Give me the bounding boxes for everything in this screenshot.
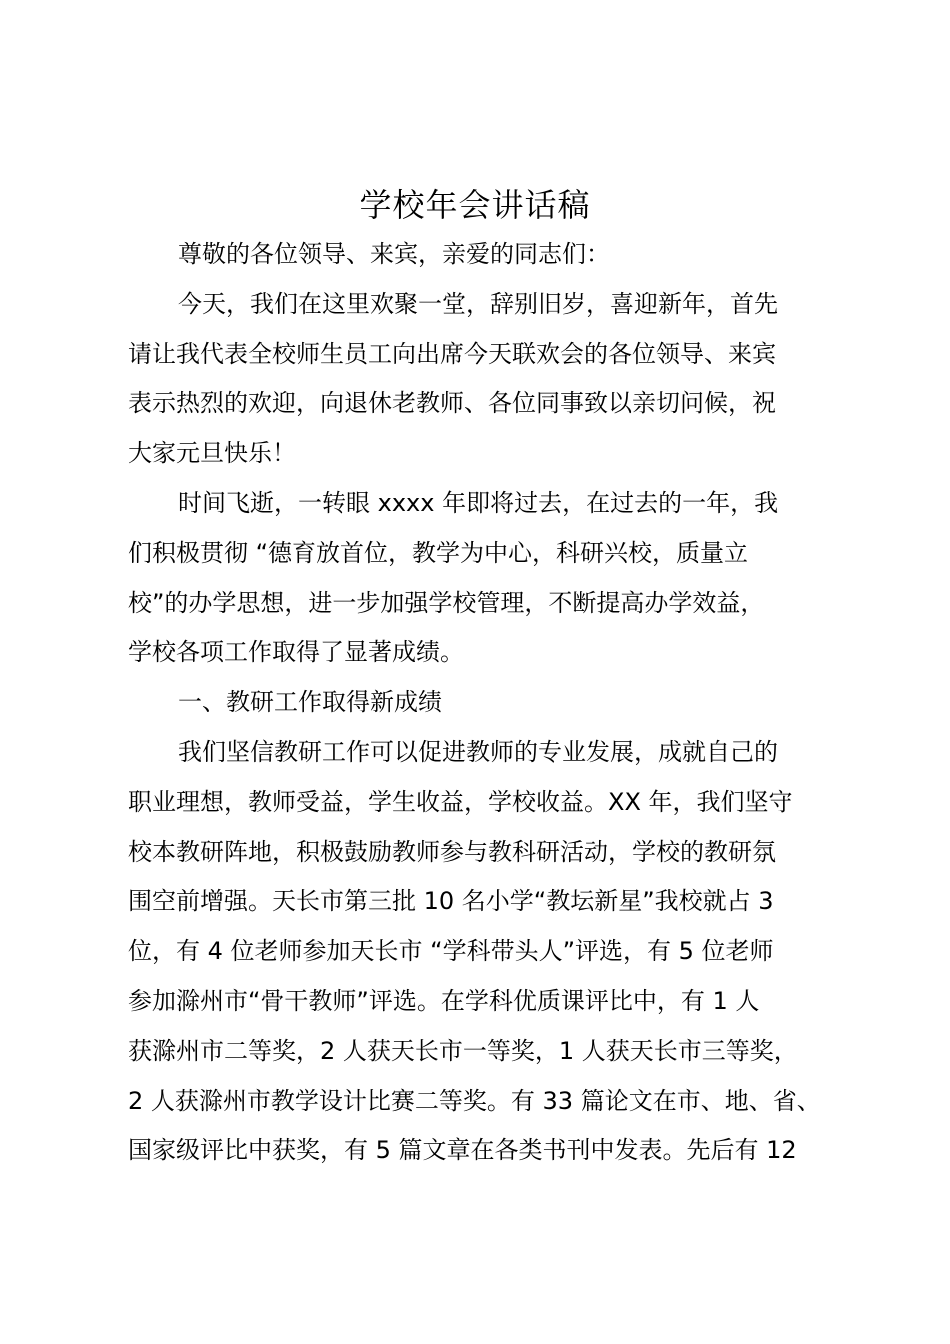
paragraph-line: 表示热烈的欢迎，向退休老教师、各位同事致以亲切问候，祝 <box>128 389 776 418</box>
paragraph-line: 围空前增强。天长市第三批 10 名小学“教坛新星”我校就占 3 <box>128 887 774 916</box>
paragraph-line: 职业理想，教师受益，学生收益，学校收益。XX 年，我们坚守 <box>128 787 793 816</box>
paragraph-line: 时间飞逝，一转眼 xxxx 年即将过去，在过去的一年，我 <box>178 488 779 517</box>
paragraph-line: 今天，我们在这里欢聚一堂，辞别旧岁，喜迎新年，首先 <box>178 289 778 318</box>
paragraph-line: 校”的办学思想，进一步加强学校管理，不断提高办学效益， <box>128 588 765 617</box>
paragraph-line: 参加滁州市“骨干教师”评选。在学科优质课评比中，有 1 人 <box>128 986 760 1015</box>
paragraph-line: 国家级评比中获奖，有 5 篇文章在各类书刊中发表。先后有 12 <box>128 1136 797 1165</box>
paragraph-line: 校本教研阵地，积极鼓励教师参与教科研活动，学校的教研氛 <box>128 837 776 866</box>
paragraph-line: 们积极贯彻 “德育放首位，教学为中心，科研兴校，质量立 <box>128 538 749 567</box>
paragraph-line: 大家元旦快乐！ <box>128 439 296 468</box>
document-title: 学校年会讲话稿 <box>359 186 591 224</box>
paragraph-line: 2 人获滁州市教学设计比赛二等奖。有 33 篇论文在市、地、省、 <box>128 1086 821 1115</box>
paragraph-line: 学校各项工作取得了显著成绩。 <box>128 638 464 667</box>
paragraph-line: 请让我代表全校师生员工向出席今天联欢会的各位领导、来宾 <box>128 339 776 368</box>
document-body <box>128 230 848 1176</box>
paragraph-line: 获滁州市二等奖，2 人获天长市一等奖，1 人获天长市三等奖， <box>128 1036 798 1065</box>
paragraph-line: 我们坚信教研工作可以促进教师的专业发展，成就自己的 <box>178 737 778 766</box>
paragraph-line: 位，有 4 位老师参加天长市 “学科带头人”评选，有 5 位老师 <box>128 937 774 966</box>
section-heading: 一、教研工作取得新成绩 <box>178 688 442 717</box>
salutation-line: 尊敬的各位领导、来宾，亲爱的同志们： <box>178 240 610 268</box>
